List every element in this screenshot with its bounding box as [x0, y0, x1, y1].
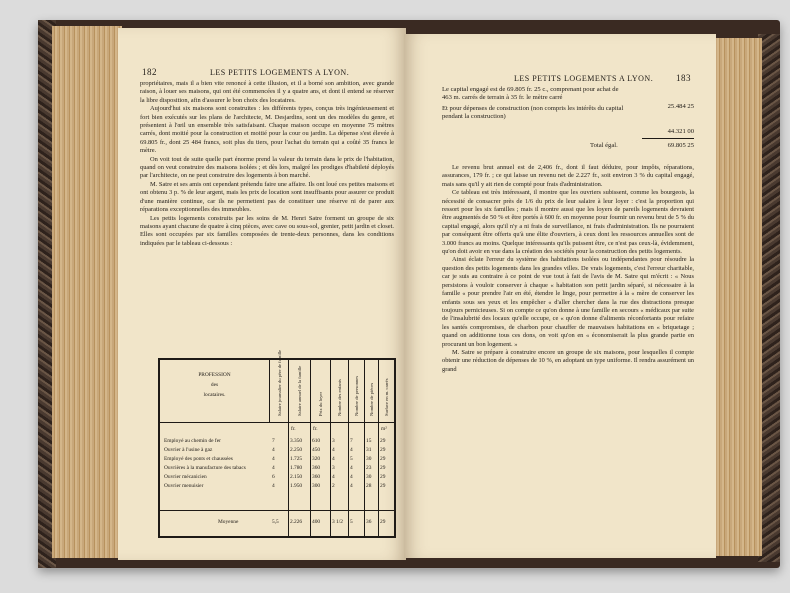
- paragraph: Les petits logements construits par les soins de M. Henri Satre forment un groupe de six maisons ayant chacune de quatre à cinq pièces, avec cave ou sous-sol, grenier, petit jardin et closet. Elles sont occupées par six familles composées de trente-deux personnes, dans les conditions indiquées par le tableau ci-dessous :: [140, 214, 394, 247]
- header-line: des: [210, 382, 219, 388]
- column-unit: m²: [381, 426, 387, 432]
- column-header: Nombre de personnes: [354, 375, 359, 416]
- page-number: 182: [142, 67, 157, 77]
- paragraph: M. Satre se prépare à construire encore un groupe de six maisons, pour lesquelles il compte obtenir une réduction de dépenses de 10 %, en adoptant un type uniforme. Il rendra assurément un grand: [442, 348, 694, 373]
- row-label: Ouvrier mécanicien: [164, 474, 207, 480]
- column-header: Nombre des enfants: [337, 379, 342, 416]
- construction-amount: 44.321 00: [667, 128, 694, 135]
- right-body-text: [442, 164, 694, 374]
- table-cell: 30: [366, 456, 372, 462]
- header-line: locataires.: [203, 392, 226, 398]
- column-header: Nombre de pièces: [369, 382, 374, 416]
- sum-rule: [642, 138, 694, 139]
- column-unit: fr.: [291, 426, 296, 432]
- row-label: Employé au chemin de fer: [164, 438, 221, 444]
- table-cell: 320: [312, 456, 321, 462]
- table-cell: 4: [272, 465, 275, 471]
- footer-cell: 3 1/2: [332, 519, 343, 525]
- footer-cell: 5,5: [272, 519, 279, 525]
- column-unit: fr.: [313, 426, 318, 432]
- table-cell: 4: [332, 474, 335, 480]
- left-page: [118, 28, 406, 560]
- table-cell: 4: [272, 447, 275, 453]
- paragraph: On voit tout de suite quelle part énorme prend la valeur du terrain dans le prix de l'habitation, quand on veut construire des maisons isolées ; et dès lors, malgré les prodiges d'habileté déployés par l'architecte, on ne peut construire des logements à bon marché.: [140, 155, 394, 180]
- footer-cell: 5: [350, 519, 353, 525]
- table-cell: 450: [312, 447, 321, 453]
- left-body-text: [140, 80, 394, 248]
- table-cell: 28: [366, 483, 372, 489]
- table-cell: 3: [332, 465, 335, 471]
- paragraph: propriétaires, mais il a bien vite renoncé à cette illusion, et il a borné son ambition, avec grande raison, à louer ses maisons, qui ont été commencées il y a quatre ans, et dont il entend se réserver la libre disposition, afin d'assurer le bon choix des locataires.: [140, 80, 394, 104]
- page-number: 183: [676, 73, 691, 83]
- table-cell: 29: [380, 456, 386, 462]
- table-cell: 1.950: [290, 483, 303, 489]
- table-cell: 1.725: [290, 456, 303, 462]
- paragraph: Le revenu brut annuel est de 2,406 fr., dont il faut déduire, pour impôts, réparations, assurances, 179 fr. ; ce qui laisse un revenu net de 2.227 fr., soit environ 3 % du capital engagé, mais sans qu'il y ait rien de compté pour frais d'administration.: [442, 164, 694, 188]
- capital-ledger: [442, 86, 694, 149]
- table-cell: 3.350: [290, 438, 303, 444]
- table-cell: 4: [350, 447, 353, 453]
- table-cell: 7: [272, 438, 275, 444]
- table-row: [160, 438, 394, 445]
- table-cell: 300: [312, 483, 321, 489]
- terrain-amount: 25.484 25: [667, 103, 694, 110]
- paragraph: Ce tableau est très intéressant, il montre que les ouvriers subissent, comme les bourgeois, la nécessité de consacrer près de 1/6 du prix de leur salaire à leur loyer : c'est la proportion qui ressort pour les six familles ; mais il montre aussi que les loyers de pareils logements devraient être augmentés de 50 % et être portés à 600 fr. en moyenne pour fournir un revenu brut de 5 % du capital engagé, alors qu'il n'y a ni frais de surveillance, ni frais d'administration. Ils ne pourraient par conséquent être offerts qu'à une élite d'ouvriers, à ceux dont les ressources annuelles sont de 3.000 francs au moins. Quelque intéressants qu'ils puissent être, ce n'est pas ceux-là, évidemment, qu'on doit avoir en vue dans la création des sociétés pour la construction des petits logements.: [442, 189, 694, 256]
- row-label: Employé des ponts et chaussées: [164, 456, 233, 462]
- table-cell: 29: [380, 438, 386, 444]
- table-cell: 4: [332, 447, 335, 453]
- table-cell: 7: [350, 438, 353, 444]
- table-cell: 5: [350, 456, 353, 462]
- table-cell: 23: [366, 465, 372, 471]
- table-cell: 360: [312, 474, 321, 480]
- table-cell: 4: [332, 456, 335, 462]
- page-edges-right: [712, 38, 762, 556]
- table-cell: 29: [380, 483, 386, 489]
- table-row: [160, 474, 394, 481]
- table-cell: 1.780: [290, 465, 303, 471]
- table-row: [160, 447, 394, 454]
- table-cell: 4: [350, 465, 353, 471]
- paragraph: Ainsi éclate l'erreur du système des habitations isolées ou indépendantes pour résoudre la question des petits logements dans les grandes villes. De vrais logements, c'est l'erreur charitable, car je suis au contraire à ce point de vue tout à fait de l'avis de M. Satre qui m'écrit : « Nous persistons à vouloir conserver à chaque « habitation son petit jardin séparé, si nécessaire à la famille « pour prendre l'air en été, étendre le linge, pour permettre à la « mère de conserver les enfants sous ses yeux et les empêcher « d'aller chercher dans la rue des distractions presque toujours pernicieuses. Si on compte ce qu'on donne à une famille en secours « médicaux par suite de l'insalubrité des locaux qu'elle occupe, ce « qu'on donne d'aliments réconfortants pour refaire les santés compromises, de charbon pour chauffer de mauvaises habitations en « briquetage ; quand on additionne tous ces dons, on voit qu'on en « économiserait la plus grande partie en procurant un bon logement. »: [442, 256, 694, 348]
- table-cell: 4: [350, 483, 353, 489]
- ledger-intro: Le capital engagé est de 69.805 fr. 25 c., comprenant pour achat de 463 m. carrés de terrain à 35 fr. le mètre carré: [442, 86, 619, 102]
- row-label: Ouvrier à l'usine à gaz: [164, 447, 213, 453]
- table-cell: 29: [380, 474, 386, 480]
- row-label: Ouvrières à la manufacture des tabacs: [164, 465, 246, 471]
- total-label: Total égal.: [590, 142, 618, 149]
- running-head: LES PETITS LOGEMENTS A LYON.: [210, 68, 350, 77]
- table-cell: 31: [366, 447, 372, 453]
- table-row: [160, 465, 394, 472]
- row-label: Ouvrier menuisier: [164, 483, 204, 489]
- ledger-construction: Et pour dépenses de construction (non compris les intérêts du capital pendant la construction): [442, 104, 624, 121]
- table-row: [160, 456, 394, 463]
- column-header: Surface en m. carrés: [384, 378, 389, 416]
- paragraph: M. Satre et ses amis ont cependant prétendu faire une affaire. Ils ont loué ces petites maisons et ont obtenu 3 p. % de leur argent, mais les prix de location sont insuffisants pour assurer ce produit d'une manière continue, car ils ne permettent pas de constituer une réserve ni de parer aux réparations exceptionnelles des immeubles.: [140, 180, 394, 214]
- table-cell: 2.250: [290, 447, 303, 453]
- column-header: Prix du loyer: [318, 392, 323, 416]
- footer-cell: 36: [366, 519, 372, 525]
- profession-header: [160, 360, 270, 422]
- table-cell: 6: [272, 474, 275, 480]
- table-cell: 360: [312, 465, 321, 471]
- footer-cell: 2.226: [290, 519, 303, 525]
- table-cell: 4: [350, 474, 353, 480]
- total-amount: 69.805 25: [667, 142, 694, 149]
- header-line: PROFESSION: [198, 372, 231, 378]
- table-footer: [160, 510, 394, 535]
- table-cell: 3: [332, 438, 335, 444]
- table-cell: 29: [380, 447, 386, 453]
- running-head: LES PETITS LOGEMENTS A LYON.: [514, 74, 654, 83]
- average-label: Moyenne: [218, 519, 239, 525]
- table-cell: 4: [272, 456, 275, 462]
- right-page: [404, 34, 716, 558]
- table-cell: 30: [366, 474, 372, 480]
- page-edges-left: [52, 26, 122, 558]
- table-cell: 2.150: [290, 474, 303, 480]
- paragraph: Aujourd'hui six maisons sont construites : les différents types, conçus très ingénieusement et fort bien exécutés sur les plans de l'architecte, M. Desjardins, sont un des modèles du genre, et présentent à l'œil un ensemble très satisfaisant. Chaque maison occupe en moyenne 75 mètres carrés, dont moitié pour la construction et moitié pour la cour ou jardin. La dépense s'est élevée à 69.805 fr., dont 25 484 francs, soit plus du tiers, pour l'achat du terrain qui a coûté 35 francs le mètre.: [140, 105, 394, 155]
- column-header: Salaire journalier du père de famille: [277, 349, 282, 416]
- footer-cell: 400: [312, 519, 321, 525]
- table-cell: 2: [332, 483, 335, 489]
- table-cell: 29: [380, 465, 386, 471]
- footer-cell: 29: [380, 519, 386, 525]
- column-header: Salaire annuel de la famille: [297, 365, 302, 416]
- table-row: [160, 483, 394, 490]
- table-cell: 4: [272, 483, 275, 489]
- tenants-table: [158, 349, 396, 538]
- table-cell: 610: [312, 438, 321, 444]
- table-cell: 15: [366, 438, 372, 444]
